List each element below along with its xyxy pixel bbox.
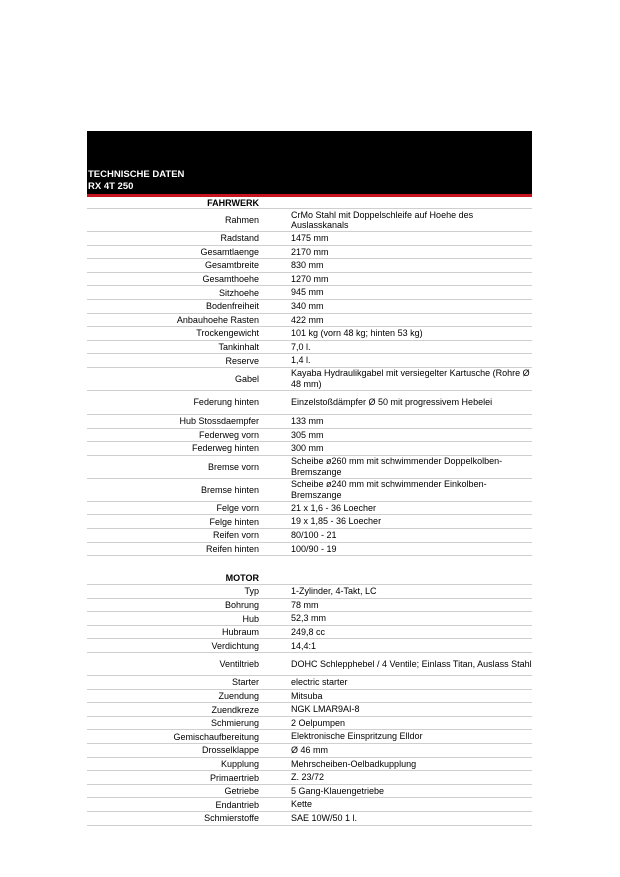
spec-label: Schmierstoffe (204, 813, 259, 824)
spec-value: Kayaba Hydraulikgabel mit versiegelter Kartusche (Rohre Ø 48 mm) (291, 368, 530, 389)
spec-value: 249,8 cc (291, 626, 326, 637)
spec-value: 340 mm (291, 301, 324, 312)
spec-value: 1-Zylinder, 4-Takt, LC (291, 586, 377, 597)
table-row (87, 585, 532, 599)
spec-label: Hub Stossdaempfer (179, 416, 259, 427)
spec-label: Hub (242, 613, 259, 624)
spec-value: 422 mm (291, 314, 324, 325)
sheet-title: TECHNISCHE DATEN (88, 169, 185, 180)
table-row (87, 391, 532, 415)
spec-value: Kette (291, 799, 313, 810)
spec-value: Scheibe ø240 mm mit schwimmender Einkolben-Bremszange (291, 479, 487, 500)
spec-value: Mehrscheiben-Oelbadkupplung (291, 758, 417, 769)
spec-label: Gemischaufbereitung (173, 731, 259, 742)
table-row (87, 300, 532, 314)
spec-label: Gesamtbreite (204, 260, 259, 271)
spec-label: Bremse hinten (200, 484, 259, 495)
table-row (87, 543, 532, 557)
spec-label: Anbauhoehe Rasten (176, 314, 259, 325)
table-row (87, 653, 532, 676)
spec-label: Getriebe (224, 786, 259, 797)
spec-value: electric starter (291, 677, 348, 688)
spec-label: Drosselklappe (201, 745, 259, 756)
spec-value: NGK LMAR9AI-8 (291, 704, 360, 715)
table-row (87, 717, 532, 731)
spec-value: 1475 mm (291, 233, 329, 244)
section-value-empty (259, 197, 532, 208)
table-row (87, 690, 532, 704)
spec-label: Schmierung (210, 718, 259, 729)
spec-value: 133 mm (291, 415, 324, 426)
table-row (87, 515, 532, 529)
table-row (87, 368, 532, 391)
spec-label: Tankinhalt (218, 342, 259, 353)
spec-value: Scheibe ø260 mm mit schwimmender Doppelkolben-Bremszange (291, 456, 503, 477)
spec-table (87, 197, 532, 826)
spec-label: Felge hinten (209, 516, 259, 527)
spec-value: 78 mm (291, 599, 319, 610)
spec-value: 5 Gang-Klauengetriebe (291, 785, 385, 796)
table-row (87, 286, 532, 300)
spec-value: Ø 46 mm (291, 745, 329, 756)
table-row (87, 456, 532, 479)
spec-value: Mitsuba (291, 690, 323, 701)
header-bar (87, 131, 532, 194)
spec-label: Bodenfreiheit (205, 301, 259, 312)
spec-value: 2 Oelpumpen (291, 717, 346, 728)
spec-label: Gesamtlaenge (200, 246, 259, 257)
section-title: MOTOR (225, 573, 259, 584)
spec-value: Z. 23/72 (291, 772, 325, 783)
spec-label: Bohrung (224, 599, 259, 610)
table-row (87, 327, 532, 341)
spec-value: 1270 mm (291, 273, 329, 284)
spec-sheet (87, 131, 532, 826)
spec-value: 1,4 l. (291, 355, 311, 366)
table-row (87, 639, 532, 653)
spec-label: Zuendung (218, 690, 259, 701)
table-row (87, 232, 532, 246)
spec-label: Bremse vorn (207, 461, 259, 472)
table-row (87, 626, 532, 640)
spec-value: 830 mm (291, 260, 324, 271)
spec-label: Endantrieb (215, 799, 259, 810)
table-row (87, 314, 532, 328)
section-title: FAHRWERK (207, 197, 259, 208)
section-value-empty (259, 572, 532, 584)
table-row (87, 259, 532, 273)
table-row (87, 612, 532, 626)
spec-label: Ventiltrieb (219, 659, 259, 670)
spec-value: 19 x 1,85 - 36 Loecher (291, 516, 382, 527)
spec-value: 300 mm (291, 443, 324, 454)
spec-label: Federung hinten (193, 397, 259, 408)
table-row (87, 676, 532, 690)
spec-label: Starter (231, 677, 259, 688)
spec-value: 305 mm (291, 429, 324, 440)
spec-value: 7,0 l. (291, 341, 311, 352)
section-header (87, 572, 532, 585)
spec-label: Reserve (225, 355, 259, 366)
table-row (87, 744, 532, 758)
spec-label: Felge vorn (216, 503, 259, 514)
spec-label: Zuendkreze (211, 704, 259, 715)
spec-value: Einzelstoßdämpfer Ø 50 mit progressivem Hebelei (291, 397, 493, 408)
table-row (87, 354, 532, 368)
table-row (87, 415, 532, 429)
spec-label: Gesamthoehe (202, 274, 259, 285)
table-row (87, 758, 532, 772)
spec-label: Typ (244, 586, 259, 597)
spec-label: Primaertrieb (209, 772, 259, 783)
table-row (87, 798, 532, 812)
spec-value: 14,4:1 (291, 640, 317, 651)
spec-value: 21 x 1,6 - 36 Loecher (291, 502, 377, 513)
spec-value: CrMo Stahl mit Doppelschleife auf Hoehe des Auslasskanals (291, 209, 474, 230)
table-row (87, 341, 532, 355)
model-name: RX 4T 250 (88, 181, 134, 192)
spec-label: Gabel (234, 373, 259, 384)
table-row (87, 703, 532, 717)
table-row (87, 785, 532, 799)
table-row (87, 442, 532, 456)
spec-label: Radstand (220, 233, 259, 244)
spec-value: 100/90 - 19 (291, 543, 337, 554)
section-spacer (87, 556, 532, 572)
table-row (87, 730, 532, 744)
spec-value: DOHC Schlepphebel / 4 Ventile; Einlass Titan, Auslass Stahl (291, 658, 532, 669)
spec-value: 101 kg (vorn 48 kg; hinten 53 kg) (291, 328, 423, 339)
spec-label: Verdichtung (211, 640, 259, 651)
table-row (87, 273, 532, 287)
spec-label: Rahmen (224, 215, 259, 225)
spec-label: Reifen hinten (205, 543, 259, 554)
table-row (87, 502, 532, 516)
table-row (87, 599, 532, 613)
spec-value: Elektronische Einspritzung Elldor (291, 731, 423, 742)
spec-label: Sitzhoehe (218, 287, 259, 298)
spec-label: Reifen vorn (212, 530, 259, 541)
table-row (87, 529, 532, 543)
spec-value: 2170 mm (291, 246, 329, 257)
section-header (87, 197, 532, 209)
spec-value: 80/100 - 21 (291, 529, 337, 540)
spec-value: SAE 10W/50 1 l. (291, 813, 358, 824)
spec-value: 945 mm (291, 287, 324, 298)
table-row (87, 479, 532, 502)
spec-label: Hubraum (221, 627, 259, 638)
table-row (87, 209, 532, 232)
table-row (87, 429, 532, 443)
table-row (87, 812, 532, 826)
spec-label: Federweg vorn (198, 429, 259, 440)
spec-label: Federweg hinten (191, 443, 259, 454)
table-row (87, 771, 532, 785)
spec-value: 52,3 mm (291, 613, 327, 624)
spec-label: Kupplung (220, 758, 259, 769)
table-row (87, 246, 532, 260)
spec-label: Trockengewicht (196, 328, 259, 339)
